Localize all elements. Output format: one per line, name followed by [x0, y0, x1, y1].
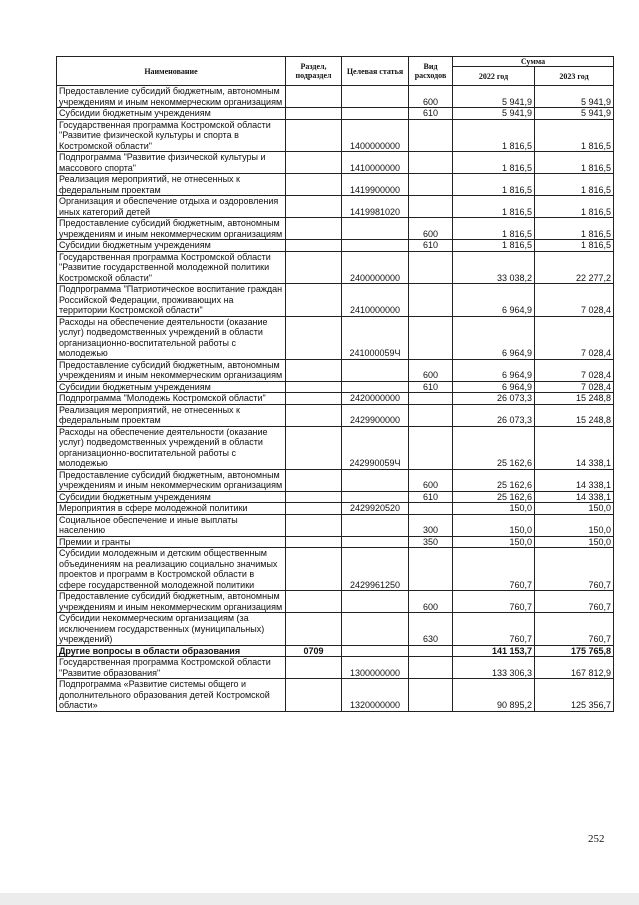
row-target-cell: 1410000000	[342, 152, 409, 174]
row-2023-cell: 1 816,5	[535, 152, 614, 174]
table-row	[57, 240, 614, 252]
row-2022-cell: 760,7	[453, 613, 535, 646]
row-2023-cell: 150,0	[535, 514, 614, 536]
table-row	[57, 359, 614, 381]
row-name-cell: Подпрограмма "Молодежь Костромской области"	[57, 393, 286, 405]
table-row	[57, 218, 614, 240]
row-target-cell: 2429961250	[342, 548, 409, 591]
row-2023-cell: 150,0	[535, 536, 614, 548]
row-type-cell	[409, 393, 453, 405]
row-section-cell	[286, 152, 342, 174]
row-type-cell: 600	[409, 218, 453, 240]
row-2022-cell: 760,7	[453, 591, 535, 613]
row-section-cell	[286, 316, 342, 359]
row-target-cell	[342, 240, 409, 252]
row-2023-cell: 7 028,4	[535, 284, 614, 317]
row-type-cell: 610	[409, 108, 453, 120]
row-section-cell	[286, 240, 342, 252]
table-row	[57, 393, 614, 405]
table-row	[57, 591, 614, 613]
row-2022-cell: 1 816,5	[453, 152, 535, 174]
row-type-cell: 600	[409, 86, 453, 108]
row-2023-cell: 1 816,5	[535, 240, 614, 252]
row-2023-cell: 7 028,4	[535, 359, 614, 381]
row-section-cell	[286, 536, 342, 548]
row-2022-cell: 6 964,9	[453, 316, 535, 359]
row-target-cell: 241000059Ч	[342, 316, 409, 359]
row-2022-cell: 26 073,3	[453, 404, 535, 426]
row-type-cell	[409, 404, 453, 426]
row-name-cell: Подпрограмма «Развитие системы общего и дополнительного образования детей Костромской области»	[57, 679, 286, 712]
row-name-cell: Расходы на обеспечение деятельности (оказание услуг) подведомственных учреждений в области организационно-воспитательной работы с молодежью	[57, 426, 286, 469]
row-target-cell	[342, 536, 409, 548]
table-row	[57, 548, 614, 591]
table-row	[57, 426, 614, 469]
row-section-cell	[286, 359, 342, 381]
row-section-cell	[286, 393, 342, 405]
row-type-cell: 630	[409, 613, 453, 646]
row-target-cell: 1400000000	[342, 119, 409, 152]
row-name-cell: Мероприятия в сфере молодежной политики	[57, 503, 286, 515]
row-2023-cell: 5 941,9	[535, 86, 614, 108]
row-2022-cell: 1 816,5	[453, 196, 535, 218]
row-2023-cell: 7 028,4	[535, 381, 614, 393]
row-target-cell	[342, 86, 409, 108]
row-2022-cell: 25 162,6	[453, 426, 535, 469]
row-name-cell: Социальное обеспечение и иные выплаты населению	[57, 514, 286, 536]
header-year-2022: 2022 год	[453, 67, 535, 86]
row-name-cell: Субсидии некоммерческим организациям (за исключением государственных (муниципальных) учреждений)	[57, 613, 286, 646]
row-section-cell	[286, 426, 342, 469]
row-name-cell: Субсидии бюджетным учреждениям	[57, 240, 286, 252]
row-type-cell: 610	[409, 240, 453, 252]
row-section-cell	[286, 657, 342, 679]
row-2022-cell: 6 964,9	[453, 359, 535, 381]
row-type-cell: 300	[409, 514, 453, 536]
row-section-cell	[286, 503, 342, 515]
table-row	[57, 284, 614, 317]
row-name-cell: Подпрограмма "Патриотическое воспитание граждан Российской Федерации, проживающих на территории Костромской области"	[57, 284, 286, 317]
row-2022-cell: 25 162,6	[453, 469, 535, 491]
row-type-cell: 600	[409, 359, 453, 381]
row-name-cell: Государственная программа Костромской области "Развитие физической культуры и спорта в Костромской области"	[57, 119, 286, 152]
table-row	[57, 613, 614, 646]
row-2023-cell: 125 356,7	[535, 679, 614, 712]
row-section-cell	[286, 679, 342, 712]
row-name-cell: Реализация мероприятий, не отнесенных к федеральным проектам	[57, 174, 286, 196]
row-section-cell	[286, 86, 342, 108]
row-type-cell	[409, 174, 453, 196]
row-section-cell	[286, 548, 342, 591]
row-2022-cell: 1 816,5	[453, 218, 535, 240]
row-type-cell	[409, 284, 453, 317]
row-target-cell	[342, 381, 409, 393]
row-name-cell: Предоставление субсидий бюджетным, автономным учреждениям и иным некоммерческим организациям	[57, 359, 286, 381]
row-section-cell	[286, 491, 342, 503]
row-2023-cell: 14 338,1	[535, 469, 614, 491]
row-2022-cell: 25 162,6	[453, 491, 535, 503]
table-row	[57, 404, 614, 426]
row-section-cell: 0709	[286, 645, 342, 657]
row-2022-cell: 150,0	[453, 503, 535, 515]
table-row	[57, 536, 614, 548]
row-type-cell: 600	[409, 591, 453, 613]
row-target-cell: 1419981020	[342, 196, 409, 218]
row-name-cell: Субсидии бюджетным учреждениям	[57, 381, 286, 393]
row-2023-cell: 15 248,8	[535, 404, 614, 426]
row-type-cell	[409, 503, 453, 515]
row-name-cell: Субсидии бюджетным учреждениям	[57, 491, 286, 503]
row-target-cell	[342, 591, 409, 613]
row-name-cell: Предоставление субсидий бюджетным, автономным учреждениям и иным некоммерческим организациям	[57, 218, 286, 240]
row-2023-cell: 14 338,1	[535, 426, 614, 469]
row-type-cell	[409, 316, 453, 359]
table-row	[57, 316, 614, 359]
row-target-cell: 2400000000	[342, 251, 409, 284]
row-target-cell: 1300000000	[342, 657, 409, 679]
table-row	[57, 503, 614, 515]
row-2022-cell: 33 038,2	[453, 251, 535, 284]
row-2023-cell: 760,7	[535, 548, 614, 591]
row-type-cell	[409, 548, 453, 591]
row-target-cell	[342, 469, 409, 491]
row-2023-cell: 167 812,9	[535, 657, 614, 679]
row-target-cell: 2429900000	[342, 404, 409, 426]
row-section-cell	[286, 613, 342, 646]
header-target: Целевая статья	[342, 57, 409, 86]
row-2023-cell: 175 765,8	[535, 645, 614, 657]
row-type-cell: 600	[409, 469, 453, 491]
row-section-cell	[286, 469, 342, 491]
row-name-cell: Предоставление субсидий бюджетным, автономным учреждениям и иным некоммерческим организациям	[57, 86, 286, 108]
row-2023-cell: 22 277,2	[535, 251, 614, 284]
row-section-cell	[286, 381, 342, 393]
row-section-cell	[286, 174, 342, 196]
row-section-cell	[286, 218, 342, 240]
row-2022-cell: 150,0	[453, 536, 535, 548]
row-type-cell	[409, 196, 453, 218]
row-target-cell	[342, 108, 409, 120]
row-2022-cell: 5 941,9	[453, 108, 535, 120]
row-name-cell: Организация и обеспечение отдыха и оздоровления иных категорий детей	[57, 196, 286, 218]
row-2022-cell: 1 816,5	[453, 174, 535, 196]
row-type-cell: 350	[409, 536, 453, 548]
row-type-cell	[409, 251, 453, 284]
table-row	[57, 108, 614, 120]
table-row	[57, 679, 614, 712]
row-name-cell: Предоставление субсидий бюджетным, автономным учреждениям и иным некоммерческим организациям	[57, 591, 286, 613]
row-name-cell: Государственная программа Костромской области "Развитие образования"	[57, 657, 286, 679]
row-type-cell	[409, 645, 453, 657]
row-2022-cell: 90 895,2	[453, 679, 535, 712]
row-name-cell: Реализация мероприятий, не отнесенных к федеральным проектам	[57, 404, 286, 426]
row-2022-cell: 6 964,9	[453, 284, 535, 317]
table-header	[57, 57, 614, 86]
row-target-cell: 242990059Ч	[342, 426, 409, 469]
row-2023-cell: 14 338,1	[535, 491, 614, 503]
table-row	[57, 514, 614, 536]
budget-table-wrapper	[56, 56, 613, 712]
row-type-cell: 610	[409, 381, 453, 393]
row-name-cell: Предоставление субсидий бюджетным, автономным учреждениям и иным некоммерческим организациям	[57, 469, 286, 491]
row-section-cell	[286, 196, 342, 218]
row-target-cell	[342, 491, 409, 503]
row-2022-cell: 26 073,3	[453, 393, 535, 405]
row-2023-cell: 760,7	[535, 591, 614, 613]
table-row	[57, 152, 614, 174]
row-section-cell	[286, 514, 342, 536]
table-row	[57, 491, 614, 503]
row-target-cell: 1320000000	[342, 679, 409, 712]
header-year-2023: 2023 год	[535, 67, 614, 86]
row-target-cell: 2420000000	[342, 393, 409, 405]
row-name-cell: Субсидии молодежным и детским общественным объединениям на реализацию социально значимых проектов и программ в Костромской области в сфере государственной молодежной политики	[57, 548, 286, 591]
row-name-cell: Другие вопросы в области образования	[57, 645, 286, 657]
row-target-cell	[342, 218, 409, 240]
row-name-cell: Субсидии бюджетным учреждениям	[57, 108, 286, 120]
table-row	[57, 381, 614, 393]
table-body	[57, 86, 614, 712]
row-section-cell	[286, 284, 342, 317]
row-2023-cell: 1 816,5	[535, 218, 614, 240]
table-row	[57, 251, 614, 284]
row-type-cell	[409, 679, 453, 712]
row-type-cell	[409, 152, 453, 174]
header-sum: Сумма	[453, 57, 614, 67]
header-name: Наименование	[57, 57, 286, 86]
row-target-cell: 2410000000	[342, 284, 409, 317]
header-type: Вид расходов	[409, 57, 453, 86]
row-2022-cell: 1 816,5	[453, 240, 535, 252]
row-section-cell	[286, 404, 342, 426]
row-type-cell	[409, 657, 453, 679]
row-name-cell: Премии и гранты	[57, 536, 286, 548]
page-number: 252	[588, 833, 605, 845]
row-target-cell	[342, 514, 409, 536]
scan-bottom-edge	[0, 893, 639, 905]
row-target-cell: 1419900000	[342, 174, 409, 196]
row-section-cell	[286, 119, 342, 152]
row-2022-cell: 760,7	[453, 548, 535, 591]
row-2023-cell: 1 816,5	[535, 196, 614, 218]
row-name-cell: Государственная программа Костромской области "Развитие государственной молодежной политики Костромской области"	[57, 251, 286, 284]
header-section: Раздел, подраздел	[286, 57, 342, 86]
row-name-cell: Расходы на обеспечение деятельности (оказание услуг) подведомственных учреждений в области организационно-воспитательной работы с молодежью	[57, 316, 286, 359]
row-2023-cell: 760,7	[535, 613, 614, 646]
row-2023-cell: 15 248,8	[535, 393, 614, 405]
row-2022-cell: 5 941,9	[453, 86, 535, 108]
row-2023-cell: 7 028,4	[535, 316, 614, 359]
row-2023-cell: 1 816,5	[535, 119, 614, 152]
table-row	[57, 174, 614, 196]
row-2022-cell: 141 153,7	[453, 645, 535, 657]
budget-table	[56, 56, 614, 712]
row-section-cell	[286, 251, 342, 284]
table-row	[57, 657, 614, 679]
table-row	[57, 196, 614, 218]
row-2022-cell: 1 816,5	[453, 119, 535, 152]
table-row	[57, 469, 614, 491]
row-type-cell	[409, 119, 453, 152]
row-section-cell	[286, 591, 342, 613]
row-2022-cell: 6 964,9	[453, 381, 535, 393]
table-row	[57, 86, 614, 108]
row-2023-cell: 5 941,9	[535, 108, 614, 120]
row-target-cell: 2429920520	[342, 503, 409, 515]
row-2023-cell: 1 816,5	[535, 174, 614, 196]
row-target-cell	[342, 613, 409, 646]
row-2022-cell: 133 306,3	[453, 657, 535, 679]
row-target-cell	[342, 359, 409, 381]
row-type-cell	[409, 426, 453, 469]
row-2022-cell: 150,0	[453, 514, 535, 536]
row-2023-cell: 150,0	[535, 503, 614, 515]
table-row	[57, 119, 614, 152]
table-row	[57, 645, 614, 657]
row-target-cell	[342, 645, 409, 657]
row-name-cell: Подпрограмма "Развитие физической культуры и массового спорта"	[57, 152, 286, 174]
row-section-cell	[286, 108, 342, 120]
row-type-cell: 610	[409, 491, 453, 503]
